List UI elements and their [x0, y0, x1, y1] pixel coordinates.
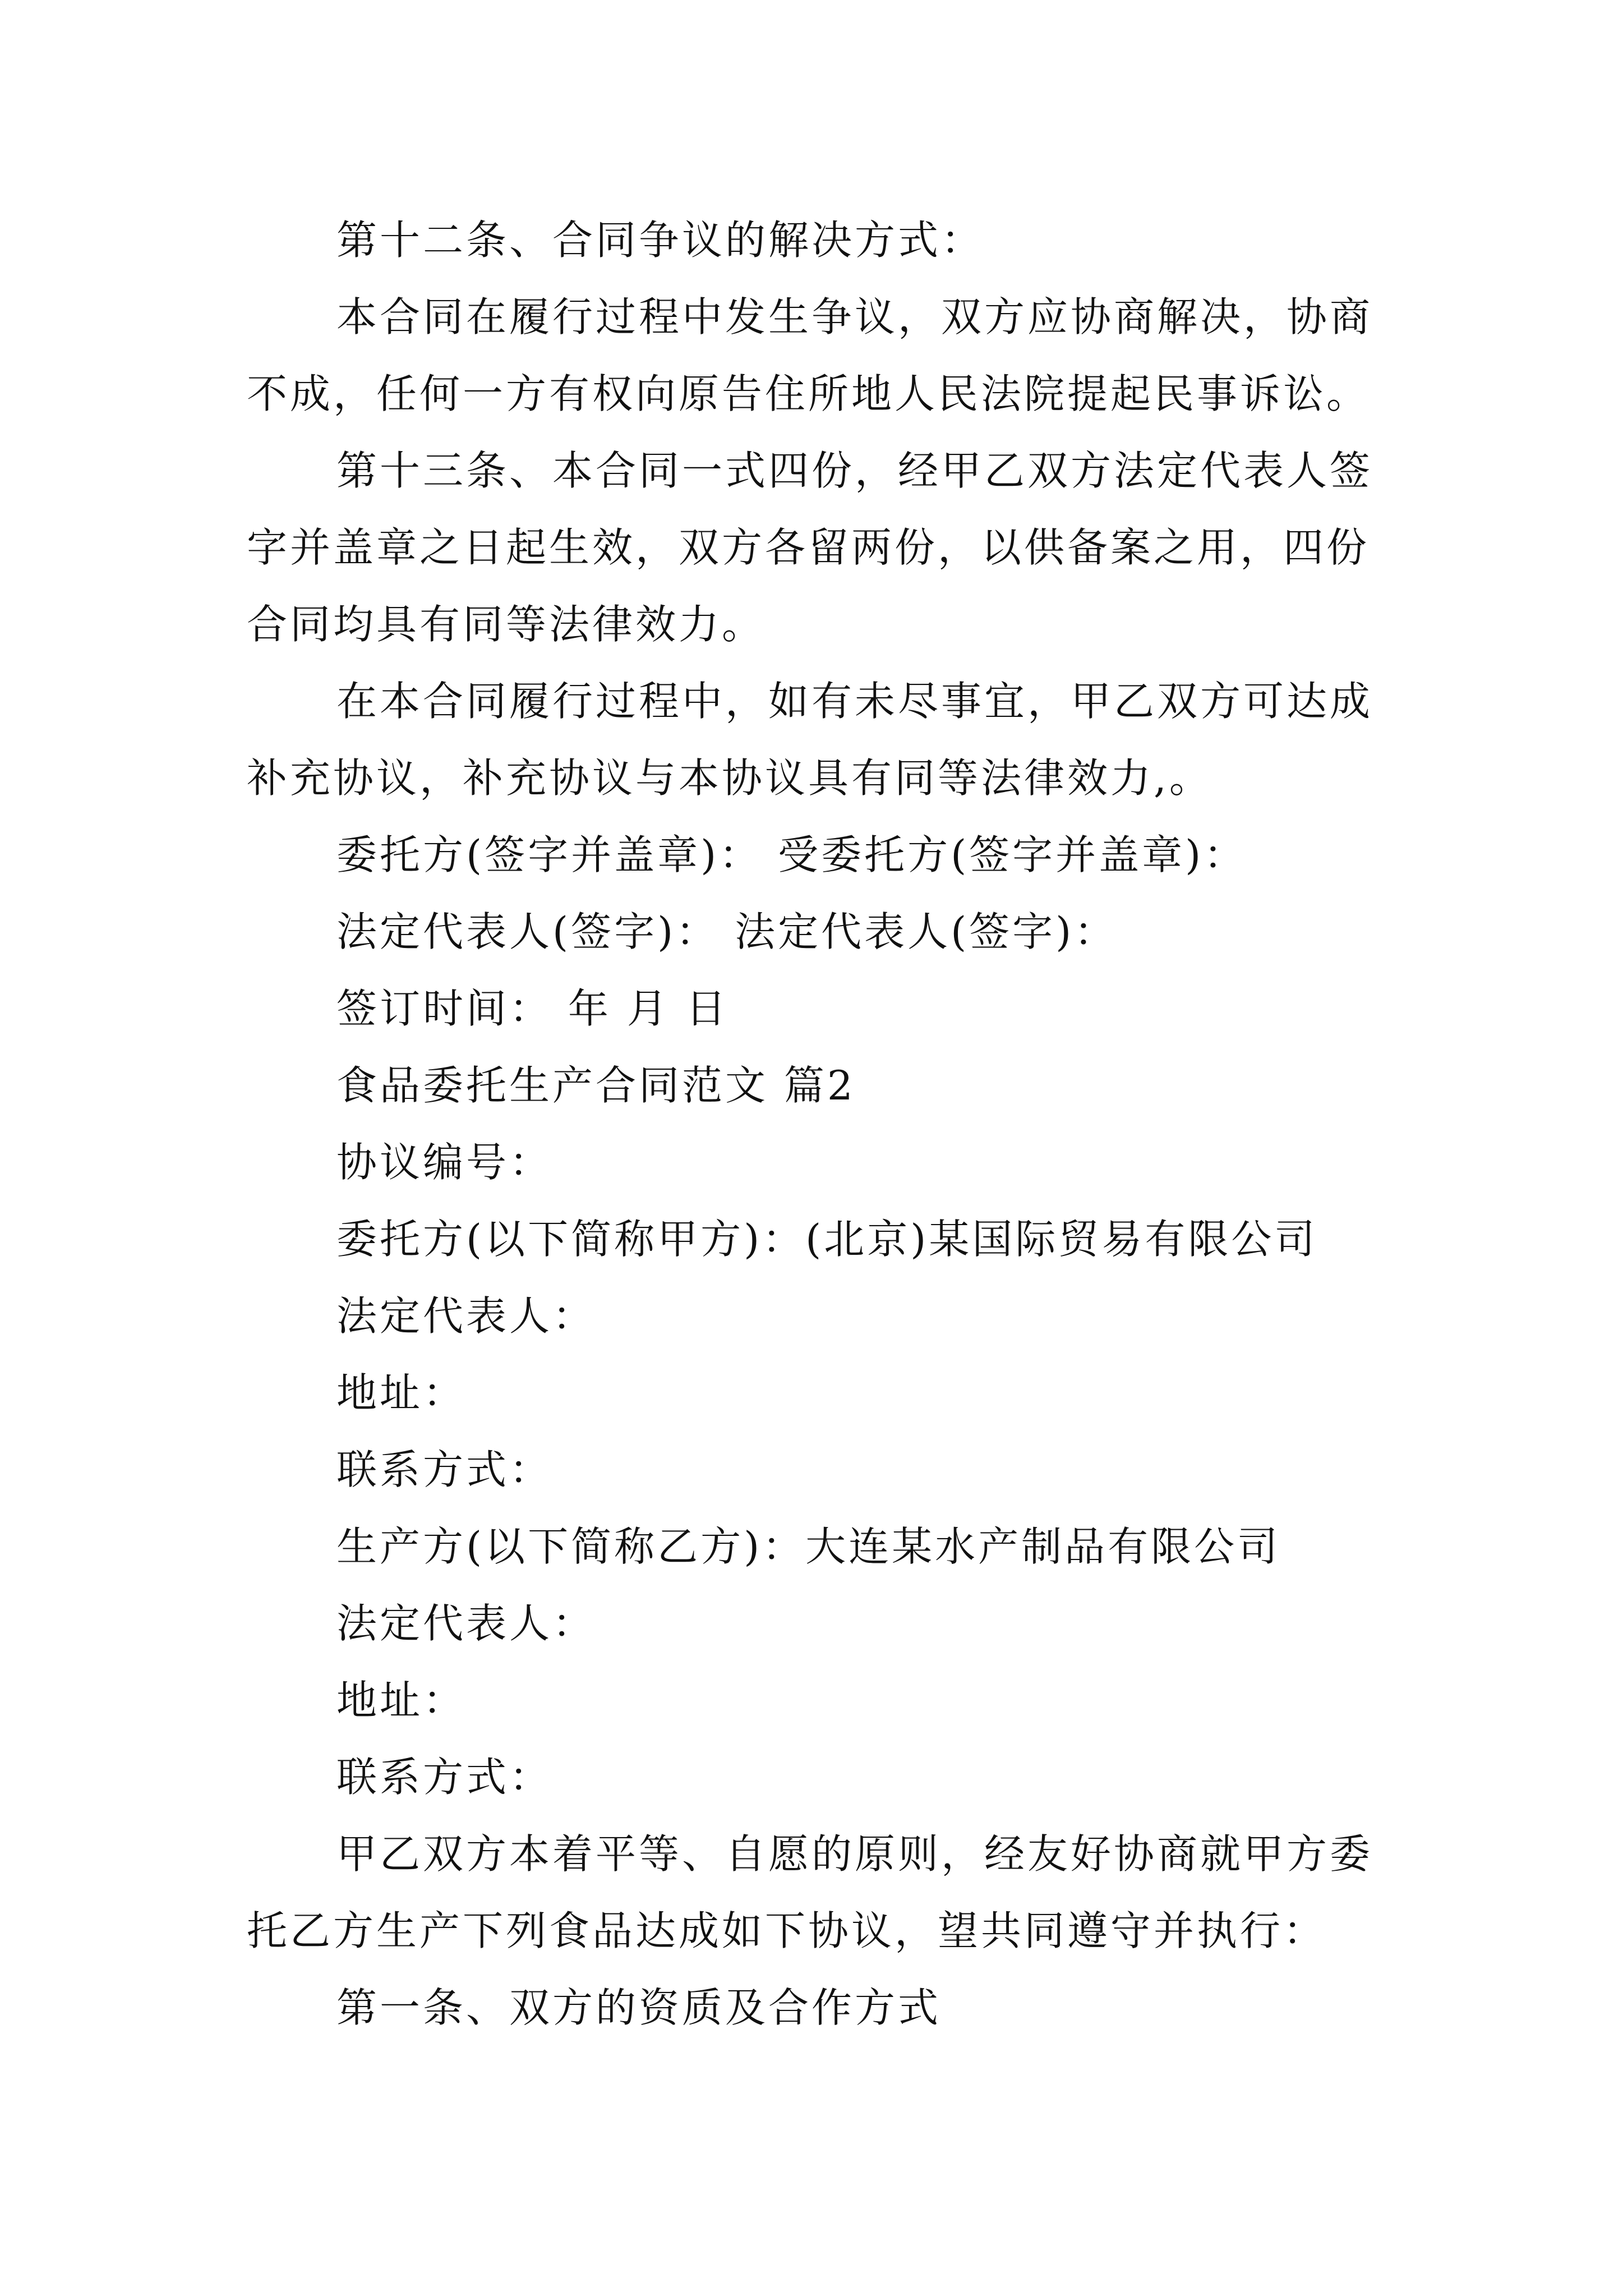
signature-parties-line: 委托方(签字并盖章)： 受委托方(签字并盖章)： [336, 831, 1247, 878]
clause-12-text-line-1: 本合同在履行过程中发生争议，双方应协商解决，协商 [336, 293, 1373, 341]
party-b-name: 生产方(以下简称乙方)：大连某水产制品有限公司 [336, 1523, 1281, 1570]
supplement-line-2: 补充协议，补充协议与本协议具有同等法律效力,。 [247, 754, 1212, 802]
clause-12-text-line-2: 不成，任何一方有权向原告住所地人民法院提起民事诉讼。 [247, 370, 1370, 417]
signing-date-line: 签订时间： 年 月 日 [336, 985, 729, 1032]
party-a-address: 地址： [336, 1369, 467, 1416]
party-a-contact: 联系方式： [336, 1446, 553, 1493]
party-a-representative: 法定代表人： [336, 1292, 596, 1340]
clause-13-text-line-1: 第十三条、本合同一式四份，经甲乙双方法定代表人签 [336, 447, 1373, 494]
signature-reps-line: 法定代表人(签字)： 法定代表人(签字)： [336, 908, 1118, 955]
supplement-line-1: 在本合同履行过程中，如有未尽事宜，甲乙双方可达成 [336, 678, 1373, 725]
party-b-contact: 联系方式： [336, 1754, 553, 1801]
party-b-representative: 法定代表人： [336, 1600, 596, 1647]
section-title: 食品委托生产合同范文 篇2 [336, 1062, 856, 1109]
party-b-address: 地址： [336, 1677, 467, 1724]
clause-1-heading: 第一条、双方的资质及合作方式 [336, 1984, 942, 2031]
party-a-name: 委托方(以下简称甲方)：(北京)某国际贸易有限公司 [336, 1216, 1318, 1263]
preamble-line-2: 托乙方生产下列食品达成如下协议，望共同遵守并执行： [247, 1907, 1327, 1954]
preamble-line-1: 甲乙双方本着平等、自愿的原则，经友好协商就甲方委 [336, 1830, 1373, 1878]
clause-13-text-line-2: 字并盖章之日起生效，双方各留两份，以供备案之用，四份 [247, 524, 1370, 571]
clause-13-text-line-3: 合同均具有同等法律效力。 [247, 601, 766, 648]
agreement-number: 协议编号： [336, 1139, 553, 1186]
clause-12-heading: 第十二条、合同争议的解决方式： [336, 217, 985, 264]
